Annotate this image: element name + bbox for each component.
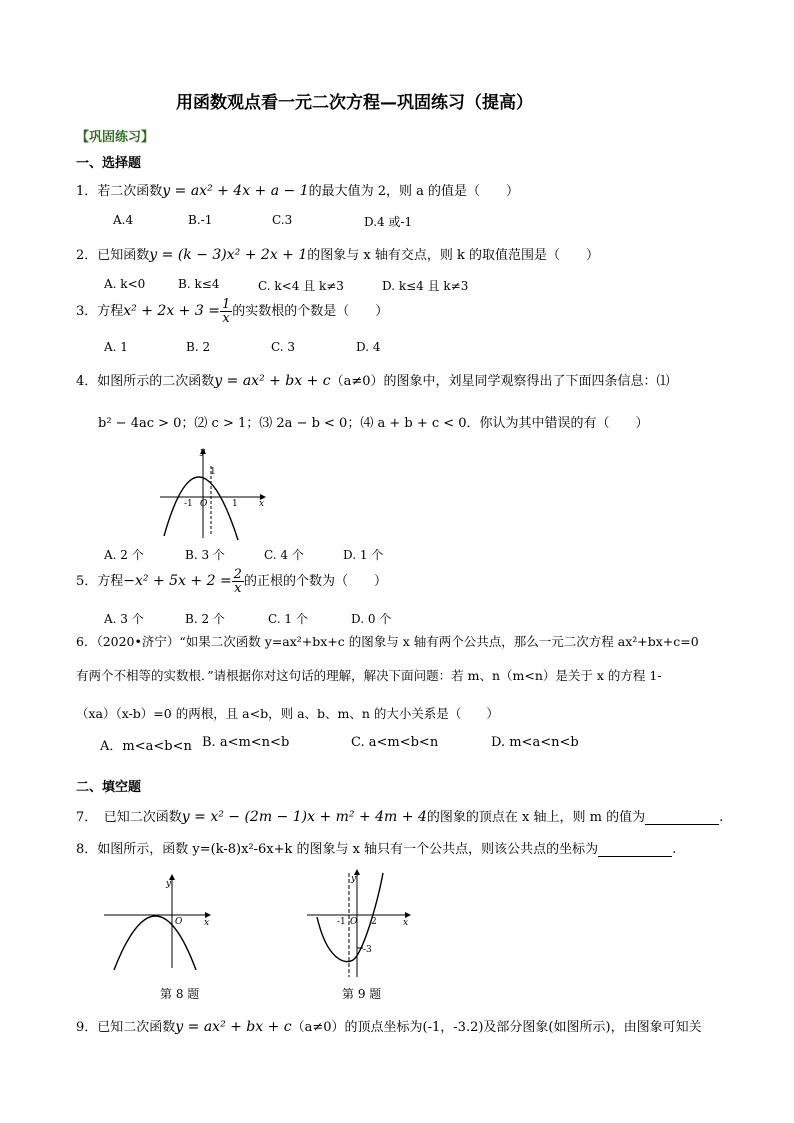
q5-prefix: 5．方程	[76, 574, 124, 589]
question-2	[76, 244, 599, 263]
question-6-line-1: 6．（2020•济宁）“如果二次函数 y=ax²+bx+c 的图象与 x 轴有两个公共点，那么一元二次方程 ax²+bx+c=0	[76, 634, 699, 649]
part-heading-fill: 二、填空题	[76, 780, 142, 795]
q8-answer-blank[interactable]	[598, 843, 672, 857]
q2-option-d: D. k≤4 且 k≠3	[382, 279, 469, 293]
q8-text: 8．如图所示，函数 y=(k-8)x²-6x+k 的图象与 x 轴只有一个公共点，则该公共点的坐标为	[76, 842, 599, 857]
q2-option-a: A. k<0	[104, 277, 146, 291]
q5-suffix: 的正根的个数为（ ）	[243, 574, 387, 589]
q2-option-b: B. k≤4	[178, 277, 220, 291]
q1-option-b: B.-1	[188, 213, 213, 227]
q5-fraction	[232, 568, 244, 595]
q9-suffix: （a≠0）的顶点坐标为(-1，-3.2)及部分图象(如图所示)，由图象可知关	[291, 1020, 702, 1035]
q1-option-d: D.4 或-1	[364, 215, 413, 229]
q4-option-d: D. 1 个	[343, 548, 384, 562]
q2-formula: y = (k − 3)x² + 2x + 1	[149, 247, 308, 263]
q2-suffix: 的图象与 x 轴有交点，则 k 的取值范围是（ ）	[307, 248, 599, 263]
q2-prefix: 2．已知函数	[76, 248, 150, 263]
q3-prefix: 3．方程	[76, 304, 124, 319]
q3-suffix: 的实数根的个数是（ ）	[232, 304, 389, 319]
q4-prefix: 4．如图所示的二次函数	[76, 374, 215, 389]
q6-option-a: A．m<a<b<n	[100, 739, 192, 754]
fig8-origin-label: O	[175, 917, 183, 927]
q9-prefix: 9．已知二次函数	[76, 1020, 176, 1035]
q4-neg-one-label: -1	[184, 499, 193, 509]
q7-prefix: 7． 已知二次函数	[76, 810, 182, 825]
figure-9-caption: 第 9 题	[342, 987, 382, 1001]
section-label: 【巩固练习】	[76, 130, 155, 145]
q3-fraction	[220, 298, 232, 325]
q3-option-d: D. 4	[356, 340, 381, 354]
q9-formula: y = ax² + bx + c	[175, 1019, 292, 1035]
page-title: 用函数观点看一元二次方程—巩固练习（提高）	[176, 93, 533, 113]
q6-option-c: C. a<m<b<n	[351, 735, 439, 750]
q5-frac-numerator: 2	[233, 567, 242, 582]
q5-option-b: B. 2 个	[185, 612, 225, 626]
q5-option-a: A. 3 个	[104, 612, 144, 626]
q5-frac-denominator: x	[234, 581, 242, 596]
q4-y-label: y	[200, 447, 206, 457]
fig8-y-label: y	[166, 879, 172, 889]
q5-formula: −x² + 5x + 2 =	[123, 573, 232, 589]
q7-formula: y = x² − (2m − 1)x + m² + 4m + 4	[181, 809, 427, 825]
question-4	[76, 370, 670, 389]
fig9-neg-three-label: -3	[363, 945, 372, 955]
q3-option-b: B. 2	[186, 340, 211, 354]
q6-option-b: B. a<m<n<b	[202, 735, 290, 750]
q7-end: .	[719, 810, 724, 825]
figure-9-graph	[305, 865, 415, 980]
question-7	[76, 806, 723, 825]
question-6-line-3: （xa）（x-b）=0 的两根，且 a<b，则 a、b、m、n 的大小关系是（ ）	[76, 706, 499, 721]
q3-formula: x² + 2x + 3 =	[123, 303, 220, 319]
fig9-y-label: y	[351, 874, 357, 884]
q4-conditions: b² − 4ac > 0；⑵ c > 1；⑶ 2a − b < 0；⑷ a + b + c < 0．你认为其中错误的有（ ）	[98, 416, 649, 431]
q7-answer-blank[interactable]	[645, 811, 719, 825]
q1-suffix: 的最大值为 2，则 a 的值是（ ）	[308, 184, 520, 199]
q4-formula: y = ax² + bx + c	[214, 373, 331, 389]
q4-parabola-graph	[156, 446, 266, 541]
fig9-two-label: 2	[371, 917, 377, 927]
fig9-x-label: x	[403, 918, 409, 928]
fig9-neg-one-label: -1	[337, 917, 346, 927]
q4-one-x-label: 1	[232, 499, 238, 509]
part-heading-choice: 一、选择题	[76, 156, 142, 171]
q2-option-c: C. k<4 且 k≠3	[258, 279, 344, 293]
question-9	[76, 1016, 702, 1035]
q1-option-a: A.4	[113, 213, 134, 227]
q3-frac-numerator: 1	[221, 297, 231, 312]
q4-option-c: C. 4 个	[264, 548, 304, 562]
q4-x-label: x	[259, 499, 265, 509]
q1-option-c: C.3	[272, 213, 293, 227]
q1-formula: y = ax² + 4x + a − 1	[162, 183, 309, 199]
q5-option-c: C. 1 个	[268, 612, 308, 626]
question-5	[76, 568, 387, 595]
fig9-origin-label: O	[350, 917, 358, 927]
q4-option-a: A. 2 个	[104, 548, 144, 562]
q4-origin-label: O	[200, 499, 208, 509]
q4-option-b: B. 3 个	[185, 548, 225, 562]
q1-prefix: 1．若二次函数	[76, 184, 163, 199]
figure-8-graph	[100, 870, 215, 970]
q3-frac-denominator: x	[222, 311, 230, 326]
q4-one-y-label: 1	[210, 467, 216, 477]
question-1	[76, 180, 519, 199]
fig8-parabola	[114, 916, 196, 970]
q8-end: .	[672, 842, 677, 857]
question-8	[76, 838, 676, 857]
q5-option-d: D. 0 个	[351, 612, 392, 626]
question-6-line-2: 有两个不相等的实数根．”请根据你对这句话的理解，解决下面问题：若 m、n（m<n）是关于 x 的方程 1-	[76, 668, 662, 683]
question-3	[76, 298, 388, 325]
q4-suffix: （a≠0）的图象中，刘星同学观察得出了下面四条信息：⑴	[330, 374, 670, 389]
figure-8-caption: 第 8 题	[160, 987, 200, 1001]
fig8-x-label: x	[204, 918, 210, 928]
q7-suffix: 的图象的顶点在 x 轴上，则 m 的值为	[426, 810, 646, 825]
q3-option-a: A. 1	[104, 340, 128, 354]
q3-option-c: C. 3	[271, 340, 296, 354]
q6-option-d: D. m<a<n<b	[491, 735, 579, 750]
